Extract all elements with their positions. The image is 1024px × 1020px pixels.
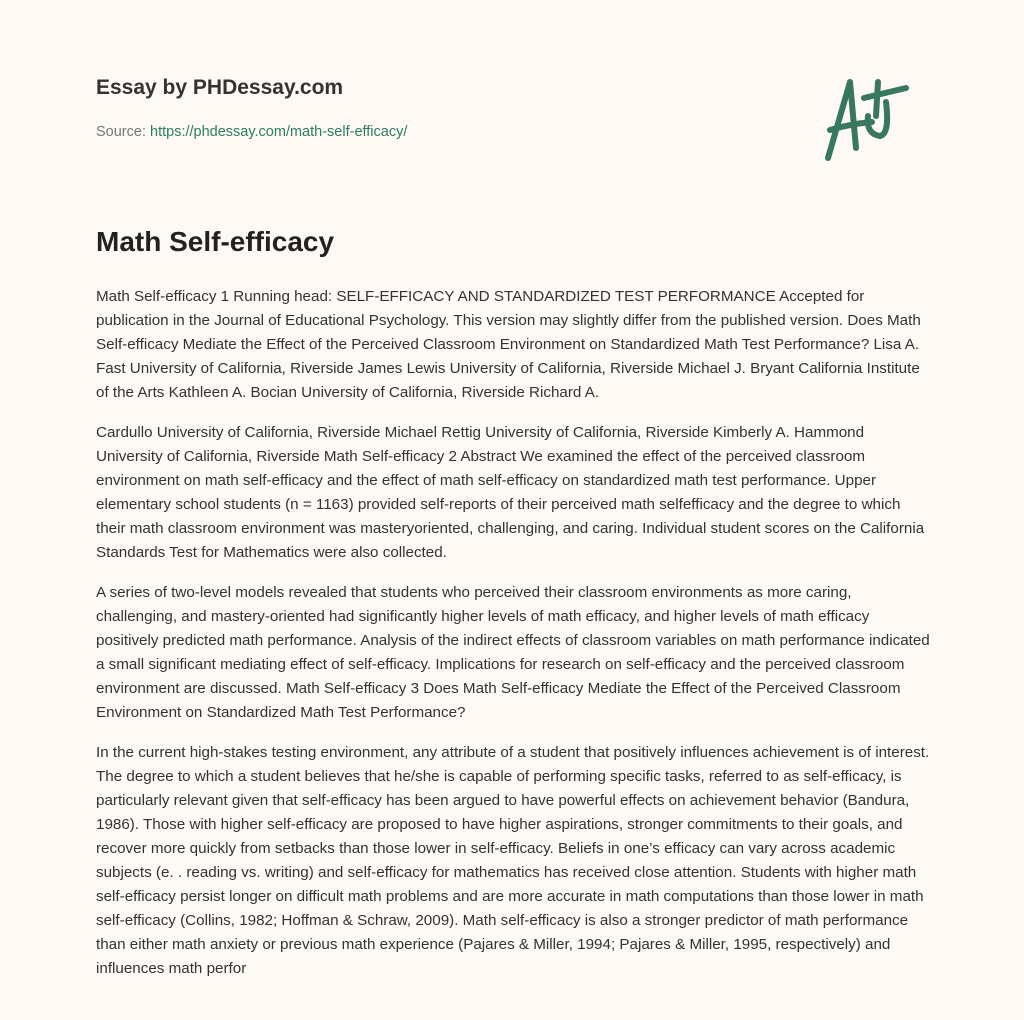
a-plus-logo-icon [820,68,930,168]
paragraph: A series of two-level models revealed that students who perceived their classroom environments as more caring, challenging, and mastery-oriented had significantly higher levels of math efficacy, and higher levels of math efficacy positively predicted math performance. Analysis of the indirect effects of classroom variables on math performance indicated a small significant mediating effect of self-efficacy. Implications for research on self-efficacy and the perceived classroom environment are discussed. Math Self-efficacy 3 Does Math Self-efficacy Mediate the Effect of the Perceived Classroom Environment on Standardized Math Test Performance? [96,584,930,721]
source-link[interactable]: https://phdessay.com/math-self-efficacy/ [150,124,408,140]
page-title: Math Self-efficacy [96,226,335,257]
article-body [96,285,932,997]
paragraph: In the current high-stakes testing environment, any attribute of a student that positively influences achievement is of interest. The degree to which a student believes that he/she is capable of performing specific tasks, referred to as self-efficacy, is particularly relevant given that self-efficacy has been argued to have powerful effects on achievement behavior (Bandura, 1986). Those with higher self-efficacy are proposed to have higher aspirations, stronger commitments to their goals, and recover more quickly from setbacks than those lower in self-efficacy. Beliefs in one’s efficacy can vary across academic subjects (e. . reading vs. writing) and self-efficacy for mathematics has received close attention. Students with higher math self-efficacy persist longer on difficult math problems and are more accurate in math computations than those lower in math self-efficacy (Collins, 1982; Hoffman & Schraw, 2009). Math self-efficacy is also a stronger predictor of math performance than either math anxiety or previous math experience (Pajares & Miller, 1994; Pajares & Miller, 1995, respectively) and influences math perfor [96,744,930,977]
source-label: Source: [96,124,146,140]
site-title: Essay by PHDessay.com [96,76,344,99]
source-line [96,124,407,140]
paragraph: Math Self-efficacy 1 Running head: SELF-EFFICACY AND STANDARDIZED TEST PERFORMANCE Accepted for publication in the Journal of Educational Psychology. This version may slightly differ from the published version. Does Math Self-efficacy Mediate the Effect of the Perceived Classroom Environment on Standardized Math Test Performance? Lisa A. Fast University of California, Riverside James Lewis University of California, Riverside Michael J. Bryant California Institute of the Arts Kathleen A. Bocian University of California, Riverside Richard A. [96,288,921,401]
paragraph: Cardullo University of California, Riverside Michael Rettig University of California, Riverside Kimberly A. Hammond University of California, Riverside Math Self-efficacy 2 Abstract We examined the effect of the perceived classroom environment on math self-efficacy and the effect of math self-efficacy on standardized math test performance. Upper elementary school students (n = 1163) provided self-reports of their perceived math selfefficacy and the degree to which their math classroom environment was masteryoriented, challenging, and caring. Individual student scores on the California Standards Test for Mathematics were also collected. [96,424,925,561]
